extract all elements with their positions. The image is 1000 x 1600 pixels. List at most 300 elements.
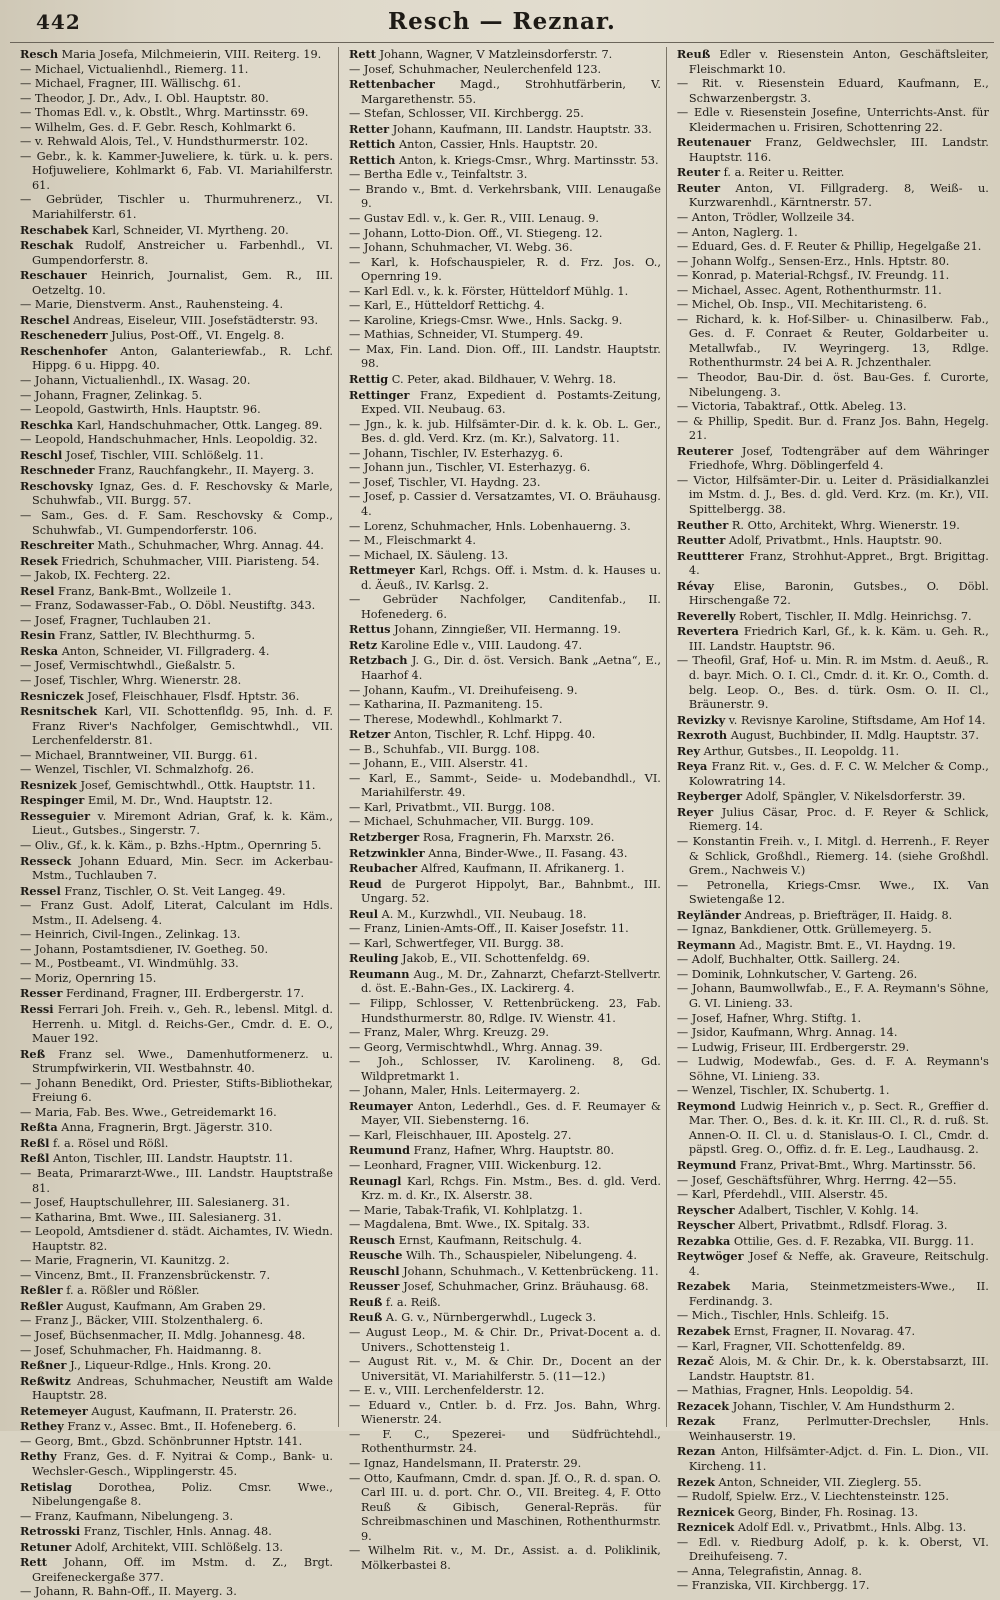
entry-text: Anna, Binder-Wwe., II. Fasang. 43. [428,846,628,860]
directory-entry [349,388,661,418]
directory-entry [677,298,989,313]
entry-text: — Johann, Schuhmacher, VI. Webg. 36. [348,241,573,255]
entry-text: — Johann, Fragner, Zelinkag. 5. [20,388,203,402]
directory-entry [349,1428,661,1457]
entry-text: — Ignaz, Bankdiener, Ottk. Grüllemeyerg. 5. [676,923,932,937]
directory-entry [677,938,989,954]
entry-text: C. Peter, akad. Bildhauer, V. Wehrg. 18. [391,373,617,387]
entry-text: Rosa, Fragnerin, Fh. Marxstr. 26. [422,830,615,844]
entry-text: — Magdalena, Bmt. Wwe., IX. Spitalg. 33. [348,1218,590,1232]
directory-entry [349,490,661,519]
directory-entry [349,1248,661,1264]
entry-text: Anton, Tischler, III. Landstr. Hauptstr. 11. [53,1152,293,1166]
entry-text: — Brando v., Bmt. d. Verkehrsbank, VIII. Lenaugaße 9. [348,182,661,211]
entry-text: — Karl, Fleischhauer, III. Apostelg. 27. [348,1128,572,1142]
directory-entry [20,659,333,674]
directory-entry [349,153,661,169]
entry-surname: Reß [20,1046,46,1061]
directory-entry [677,1099,989,1158]
directory-entry [20,1254,333,1269]
entry-text: Magd., Strohhutfärberin, V. Margarethenstr. 55. [360,78,661,106]
entry-surname: Rettmeyer [348,563,415,578]
directory-entry [677,284,989,299]
entry-text: — Josef, Hafner, Whrg. Stiftg. 1. [676,1011,862,1025]
entry-text: Karl, Handschuhmacher, Ottk. Langeg. 89. [76,418,323,432]
entry-text: — Karl Edl. v., k. k. Förster, Hütteldorf Mühlg. 1. [348,284,629,298]
directory-entry [20,1344,333,1359]
directory-entry [349,951,661,967]
directory-entry [349,1204,661,1219]
entry-text: A. M., Kurzwhdl., VII. Neubaug. 18. [381,907,587,921]
directory-entry [20,538,333,554]
entry-text: — & Phillip, Spedit. Bur. d. Franz Jos. Bahn, Hegelg. 21. [676,414,989,443]
entry-text: — Michael, Fragner, III. Wällischg. 61. [20,77,241,91]
directory-entry [349,907,661,923]
directory-entry [677,400,989,415]
directory-entry [20,689,333,705]
directory-entry [349,830,661,846]
directory-entry [677,1188,989,1203]
entry-surname: Reytwöger [676,1249,744,1264]
entry-text: Franz, Hafner, Whrg. Hauptstr. 80. [413,1144,615,1158]
entry-surname: Reßner [20,1358,67,1373]
entry-text: — Franz J., Bäcker, VIII. Stolzenthalerg. 6. [20,1314,264,1328]
directory-entry [349,846,661,862]
directory-entry [349,227,661,242]
entry-surname: Rezan [676,1444,716,1459]
entry-surname: Reubacher [348,861,418,876]
directory-entry [677,1475,989,1491]
entry-text: — Leopold, Handschuhmacher, Hnls. Leopoldig. 32. [20,433,318,447]
entry-text: — Leopold, Gastwirth, Hnls. Hauptstr. 96. [20,403,261,417]
entry-text: — Victor, Hilfsämter-Dir. u. Leiter d. Präsidialkanzlei im Mstm. d. J., Bes. d. gld. Verd. Krz. (m. Kr.), VII. Spittelbergg. 38. [676,473,989,516]
entry-text: Ernst, Kaufmann, Reitschulg. 4. [398,1233,582,1247]
entry-text: f. a. Rößler und Rößler. [66,1284,200,1298]
directory-entry [677,1041,989,1056]
directory-entry [20,584,333,600]
entry-text: Franz, Geldwechsler, III. Landstr. Hauptstr. 116. [688,136,989,164]
entry-surname: Reyscher [676,1218,735,1233]
directory-entry [677,805,989,835]
entry-surname: Reschneder [20,463,95,478]
entry-text: v. Revisnye Karoline, Stiftsdame, Am Hof 14. [728,713,986,727]
entry-surname: Resin [20,628,56,643]
entry-text: — Franz, Sodawasser-Fab., O. Döbl. Neustiftg. 343. [20,599,316,613]
entry-surname: Retz [348,637,378,652]
directory-entry [349,1295,661,1311]
entry-surname: Revertera [676,624,739,639]
entry-text: f. a. Reiß. [385,1295,441,1309]
entry-surname: Ressi [20,1002,54,1016]
entry-text: — Josef, Fragner, Tuchlauben 21. [20,613,211,627]
directory-entry [20,1211,333,1226]
entry-surname: Reßta [20,1120,58,1135]
directory-entry [677,654,989,712]
entry-text: Josef, Gemischtwhdl., Ottk. Hauptstr. 11. [80,778,316,792]
entry-surname: Reuß [676,47,711,61]
entry-surname: Resel [20,583,55,598]
directory-entry [20,150,333,194]
entry-surname: Reud [348,876,382,891]
directory-entry [20,1299,333,1315]
entry-text: — E. v., VIII. Lerchenfelderstr. 12. [348,1384,545,1398]
entry-columns [10,47,994,1599]
directory-entry [20,433,333,448]
directory-entry [20,1077,333,1106]
entry-text: — Eduard, Ges. d. F. Reuter & Phillip, Hegelgaße 21. [676,240,982,254]
entry-text: — Anna, Telegrafistin, Annag. 8. [676,1564,863,1578]
entry-text: — Mich., Tischler, Hnls. Schleifg. 15. [676,1309,890,1323]
entry-surname: Rettig [348,372,389,387]
directory-entry [20,839,333,854]
entry-text: — Anton, Trödler, Wollzeile 34. [676,211,855,225]
entry-text: — Franz, Maler, Whrg. Kreuzg. 29. [348,1026,549,1040]
entry-surname: Reutter [676,533,726,548]
directory-entry [349,1310,661,1326]
directory-entry [20,374,333,389]
entry-text: Johann, Tischler, V. Am Hundsthurm 2. [732,1399,955,1413]
directory-entry [20,1585,333,1600]
entry-text: — Marie, Fragnerin, VI. Kaunitzg. 2. [20,1254,230,1268]
directory-entry [677,953,989,968]
directory-entry [677,269,989,284]
entry-text: Jakob, E., VII. Schottenfeldg. 69. [402,952,590,966]
directory-entry [349,877,661,907]
entry-text: v. Miremont Adrian, Graf, k. k. Käm., Lieut., Gutsbes., Singerstr. 7. [32,809,333,838]
directory-entry [20,899,333,928]
directory-entry [677,789,989,805]
entry-text: — Gebrüder, Tischler u. Thurmuhrenerz., VI. Mariahilferstr. 61. [20,193,333,222]
entry-text: Friedrich Karl, Gf., k. k. Käm. u. Geh. R., III. Landstr. Hauptstr. 96. [688,625,989,653]
entry-text: Andreas, Eiseleur, VIII. Josefstädterstr. 93. [73,313,319,327]
directory-entry [349,638,661,654]
directory-entry [677,77,989,106]
entry-text: J. G., Dir. d. öst. Versich. Bank „Aetna“, E., Haarhof 4. [360,654,661,682]
directory-entry [677,1055,989,1084]
entry-surname: Reyscher [676,1202,735,1217]
directory-entry [349,168,661,183]
page-header [10,8,994,43]
directory-entry [677,518,989,534]
directory-entry [20,135,333,150]
entry-text: — Gustav Edl. v., k. Ger. R., VIII. Lenaug. 9. [348,212,600,226]
directory-entry [349,861,661,877]
entry-text: — Gebrüder Nachfolger, Canditenfab., II. Hofenederg. 6. [348,593,661,621]
directory-entry [20,957,333,972]
entry-text: Ferdinand, Fragner, III. Erdbergerstr. 17. [66,987,305,1001]
entry-surname: Rettinger [348,387,410,402]
entry-text: Julius Cäsar, Proc. d. F. Reyer & Schlick, Riemerg. 14. [688,805,989,834]
entry-text: de Purgerot Hippolyt, Bar., Bahnbmt., III. Ungarg. 52. [360,877,661,906]
entry-surname: Reusser [348,1279,400,1294]
directory-entry [677,181,989,211]
directory-entry [349,1143,661,1159]
entry-surname: Rezabek [676,1324,731,1339]
entry-text: Heinrich, Journalist, Gem. R., III. Oetzeltg. 10. [32,269,333,297]
directory-entry [349,534,661,549]
entry-text: — Karl, Fragner, VII. Schottenfeldg. 89. [676,1339,906,1353]
entry-text: — Edl. v. Riedburg Adolf, p. k. k. Oberst, VI. Dreihufeiseng. 7. [676,1535,989,1564]
entry-text: — Rit. v. Riesenstein Eduard, Kaufmann, E., Schwarzenbergstr. 3. [676,77,989,105]
entry-text: — Josef, Büchsenmacher, II. Mdlg. Johannesg. 48. [20,1329,306,1343]
directory-entry [349,563,661,593]
directory-entry [20,749,333,764]
entry-text: f. a. Reiter u. Reitter. [723,166,845,180]
entry-text: Karl, Rchgs. Off. i. Mstm. d. k. Hauses u. d. Äeuß., IV. Karlsg. 2. [360,564,661,592]
directory-entry [677,474,989,518]
directory-entry [20,403,333,418]
directory-entry [20,1047,333,1077]
entry-text: Karoline Edle v., VIII. Laudong. 47. [380,638,583,652]
entry-text: — Theodor, J. Dr., Adv., I. Obl. Hauptstr. 80. [20,91,269,105]
entry-text: — Victoria, Tabaktraf., Ottk. Abeleg. 13. [676,400,907,414]
directory-entry [349,1129,661,1144]
entry-text: — Theofil, Graf, Hof- u. Min. R. im Mstm. d. Aeuß., R. d. bayr. Mich. O. I. Cl., Cmdr. d. it. Kr. O., Comth. d. belg. Leop. O., Bes. d. türk. Osm. O. II. Cl., Bräunerstr. 9. [676,654,989,712]
entry-text: Franz, Expedient d. Postamts-Zeitung, Exped. VII. Neubaug. 63. [360,388,661,417]
entry-text: Anton, Tischler, R. Lchf. Hippg. 40. [393,728,596,742]
directory-entry [20,1136,333,1152]
entry-text: Franz, Ges. d. F. Nyitrai & Comp., Bank- u. Wechsler-Gesch., Wipplingerstr. 45. [32,1450,333,1478]
entry-surname: Reschovsky [20,478,93,493]
entry-text: — Franz, Kaufmann, Nibelungeng. 3. [20,1509,234,1523]
entry-surname: Reska [20,643,59,658]
directory-entry [20,1283,333,1299]
entry-text: Robert, Tischler, II. Mdlg. Heinrichsg. 7. [739,609,972,623]
entry-text: — August Leop., M. & Chir. Dr., Privat-Docent a. d. Univers., Schottensteig 1. [348,1326,661,1354]
directory-entry [349,1264,661,1280]
entry-surname: Reunagl [348,1173,402,1188]
entry-surname: Resser [20,986,63,1001]
directory-entry [677,1203,989,1219]
directory-entry [349,997,661,1026]
entry-surname: Reßl [20,1135,50,1150]
entry-surname: Reßwitz [20,1373,71,1388]
entry-text: Anton, k. Kriegs-Cmsr., Whrg. Martinsstr. 53. [398,153,659,167]
entry-surname: Reuter [676,180,721,195]
entry-text: Anton, Schneider, VI. Fillgraderg. 4. [61,644,270,658]
directory-entry [20,569,333,584]
entry-surname: Retzer [348,727,391,742]
entry-text: — Jakob, IX. Fechterg. 22. [20,569,171,583]
entry-text: — Richard, k. k. Hof-Silber- u. Chinasilberw. Fab., Ges. d. F. Conraet & Reuter, Goldarbeiter u. Metallwfab., IV. Weyringerg. 13, Rdlge. Rothenthurmstr. 24 bei A. R. Jchzenthaler. [676,312,989,370]
entry-surname: Resniczek [20,688,84,703]
entry-text: — Josef, Schuhmacher, Fh. Haidmanng. 8. [20,1343,262,1357]
directory-entry [20,313,333,329]
entry-text: Franz, Tischler, Hnls. Annag. 48. [83,1525,272,1539]
directory-entry [349,772,661,801]
entry-surname: Resnitschek [20,704,98,719]
directory-entry [349,418,661,447]
entry-text: Maria, Steinmetzmeisters-Wwe., II. Ferdinandg. 3. [688,1280,989,1308]
entry-text: — Johann, Victualienhdl., IX. Wasag. 20. [20,374,251,388]
entry-text: — Gebr., k. k. Kammer-Juweliere, k. türk. u. k. pers. Hofjuweliere, Kohlmarkt 6, Fab. VI. Mariahilferstr. 61. [20,149,333,192]
directory-entry [677,624,989,654]
directory-entry [349,1099,661,1129]
entry-surname: Rethey [20,1419,64,1434]
entry-text: Andreas, Schuhmacher, Neustift am Walde Hauptstr. 28. [32,1374,333,1403]
entry-surname: Respinger [20,793,85,808]
entry-text: Johann, Zinngießer, VII. Hermanng. 19. [394,623,621,637]
directory-entry [20,614,333,629]
directory-entry [677,1084,989,1099]
entry-text: Karl, Schneider, VI. Myrtheng. 20. [91,223,289,237]
directory-entry [349,1084,661,1099]
entry-text: — Marie, Tabak-Trafik, VI. Kohlplatzg. 1. [348,1203,583,1217]
directory-entry [20,1314,333,1329]
directory-entry [20,1524,333,1540]
entry-text: Adolf Edl. v., Privatbmt., Hnls. Albg. 13. [737,1521,967,1535]
entry-text: — Johann, R. Bahn-Off., II. Mayerg. 3. [20,1585,237,1599]
entry-surname: Reymond [676,1098,736,1113]
directory-entry [677,923,989,938]
entry-text: — Michael, Schuhmacher, VII. Burgg. 109. [348,815,594,829]
entry-text: Ignaz, Ges. d. F. Reschovsky & Marle, Schuhwfab., VII. Burgg. 57. [32,479,333,508]
entry-text: Josef, Fleischhauer, Flsdf. Hptstr. 36. [87,689,300,703]
directory-entry [677,879,989,908]
directory-entry [677,713,989,729]
directory-entry [20,1167,333,1196]
directory-entry [349,137,661,153]
entry-text: — Max, Fin. Land. Dion. Off., III. Landstr. Hauptstr. 98. [348,342,661,371]
entry-surname: Reutenauer [676,135,751,150]
directory-entry [677,1444,989,1474]
entry-text: — Josef, Vermischtwhdl., Gießalstr. 5. [20,659,236,673]
entry-surname: Rezač [676,1354,715,1369]
entry-surname: Rettus [348,622,391,637]
entry-text: — Johann, Tischler, IV. Esterhazyg. 6. [348,446,564,460]
entry-text: — Wenzel, Tischler, VI. Schmalzhofg. 26. [20,763,254,777]
entry-text: Elise, Baronin, Gutsbes., O. Döbl. Hirschengaße 72. [688,579,989,608]
entry-text: — Dominik, Lohnkutscher, V. Garteng. 26. [676,967,918,981]
entry-surname: Rey [676,743,701,758]
directory-entry [349,241,661,256]
entry-text: August, Buchbinder, II. Mdlg. Hauptstr. 37. [730,729,979,743]
entry-text: Franz, Sattler, IV. Blechthurmg. 5. [59,629,256,643]
entry-text: — Johann, Maler, Hnls. Leitermayerg. 2. [348,1084,581,1098]
entry-surname: Reschabek [20,222,89,237]
entry-text: Franz sel. Wwe., Damenhutformenerz. u. Strumpfwirkerin, VII. Westbahnstr. 40. [32,1047,333,1076]
directory-entry [677,1490,989,1505]
directory-entry [20,1196,333,1211]
entry-surname: Retislag [20,1479,72,1494]
entry-text: — F. C., Spezerei- und Südfrüchtehdl., Rothenthurmstr. 24. [348,1427,661,1456]
entry-text: — Mathias, Fragner, Hnls. Leopoldig. 54. [676,1384,914,1398]
directory-entry [349,815,661,830]
directory-entry [349,328,661,343]
directory-entry [349,653,661,683]
entry-surname: Reschauer [20,268,87,283]
entry-text: — Georg, Vermischtwhdl., Whrg. Annag. 39. [348,1040,603,1054]
directory-entry [20,121,333,136]
entry-text: — Katharina, II. Pazmaniteng. 15. [348,698,543,712]
directory-entry [677,1279,989,1309]
directory-entry [677,1026,989,1041]
entry-text: — Josef, Hauptschullehrer, III. Salesianerg. 31. [20,1196,290,1210]
directory-entry [349,299,661,314]
directory-entry [349,107,661,122]
directory-entry [677,1158,989,1174]
entry-text: — Josef, Schuhmacher, Neulerchenfeld 123. [348,62,602,76]
entry-text: — Michel, Ob. Insp., VII. Mechitaristeng. 6. [676,298,927,312]
directory-entry [677,759,989,789]
entry-text: — Beata, Primararzt-Wwe., III. Landstr. Hauptstraße 81. [20,1167,333,1195]
entry-text: Anton, Galanteriewfab., R. Lchf. Hippg. 6 u. Hippg. 40. [32,344,333,373]
entry-text: — Adolf, Buchhalter, Ottk. Saillerg. 24. [676,953,901,967]
column-right [666,47,994,1593]
directory-entry [677,1384,989,1399]
directory-entry [677,1399,989,1415]
entry-surname: Rezek [676,1474,715,1489]
directory-entry [677,444,989,474]
entry-surname: Reschel [20,312,70,327]
entry-surname: Reschenederr [20,328,108,343]
directory-entry [20,268,333,298]
directory-entry [20,1435,333,1450]
entry-text: — Franziska, VII. Kirchbergg. 17. [676,1579,870,1593]
entry-surname: Reschka [20,417,74,432]
directory-entry [20,77,333,92]
directory-entry [20,1358,333,1374]
entry-text: — Karl, E., Sammt-, Seide- u. Modebandhdl., VI. Mariahilferstr. 49. [348,771,661,800]
directory-entry [20,793,333,809]
directory-entry [677,533,989,549]
directory-entry [677,1505,989,1521]
directory-entry [349,801,661,816]
entry-surname: Ressel [20,883,61,898]
entry-text: Alois, M. & Chir. Dr., k. k. Oberstabsarzt, III. Landstr. Hauptstr. 81. [688,1355,989,1383]
entry-surname: Reschak [20,238,74,253]
entry-surname: Reymund [676,1158,737,1173]
entry-text: — Karl, E., Hütteldorf Rettichg. 4. [348,299,545,313]
entry-surname: Resnizek [20,777,77,792]
directory-entry [349,447,661,462]
column-left [10,47,338,1599]
directory-entry [349,1174,661,1204]
directory-entry [677,165,989,181]
directory-entry [349,1399,661,1428]
directory-entry [677,609,989,625]
entry-surname: Reßl [20,1151,50,1166]
entry-surname: Reuling [348,951,399,966]
entry-text: — Karl, Privatbmt., VII. Burgg. 108. [348,800,555,814]
entry-text: — Vincenz, Bmt., II. Franzensbrückenstr. 7. [20,1268,271,1282]
entry-surname: Rezabek [676,1279,731,1294]
entry-text: — Karl, Pferdehdl., VIII. Alserstr. 45. [676,1188,888,1202]
entry-text: — Georg, Bmt., Gbzd. Schönbrunner Hptstr. 141. [20,1434,303,1448]
entry-text: — Otto, Kaufmann, Cmdr. d. span. Jf. O., R. d. span. O. Carl III. u. d. port. Chr. O., VII. Breiteg. 4, F. Otto Reuß & Gibisch, General-Repräs. für Schreibmaschinen und Maschinen, Rothenthurmstr. 9. [348,1471,661,1543]
entry-surname: Reya [676,759,708,774]
directory-entry [20,92,333,107]
directory-entry [349,1355,661,1384]
entry-text: — Leopold, Amtsdiener d. städt. Aichamtes, IV. Wiedn. Hauptstr. 82. [20,1225,333,1253]
directory-entry [677,135,989,165]
directory-entry [349,212,661,227]
entry-text: Franz Rit. v., Ges. d. F. C. W. Melcher & Comp., Kolowratring 14. [688,760,989,788]
entry-text: — Leonhard, Fragner, VIII. Wickenburg. 12. [348,1159,602,1173]
entry-text: — v. Rehwald Alois, Tel., V. Hundsthurmerstr. 102. [20,135,309,149]
entry-surname: Reusch [348,1232,396,1247]
directory-entry [677,1536,989,1565]
entry-text: — Eduard v., Cntler. b. d. Frz. Jos. Bahn, Whrg. Wienerstr. 24. [348,1398,661,1427]
entry-text: Friedrich, Schuhmacher, VIII. Piaristeng. 54. [61,554,320,568]
directory-entry [677,982,989,1011]
entry-text: Josef, Schuhmacher, Grinz. Bräuhausg. 68. [403,1280,649,1294]
entry-text: — Michael, Branntweiner, VII. Burgg. 61. [20,748,258,762]
entry-text: Johann, Wagner, V Matzleinsdorferstr. 7. [379,48,613,61]
entry-text: Johann, Off. im Mstm. d. Z., Brgt. Greifeneckergaße 377. [32,1556,333,1584]
directory-entry [349,922,661,937]
directory-entry [20,628,333,644]
